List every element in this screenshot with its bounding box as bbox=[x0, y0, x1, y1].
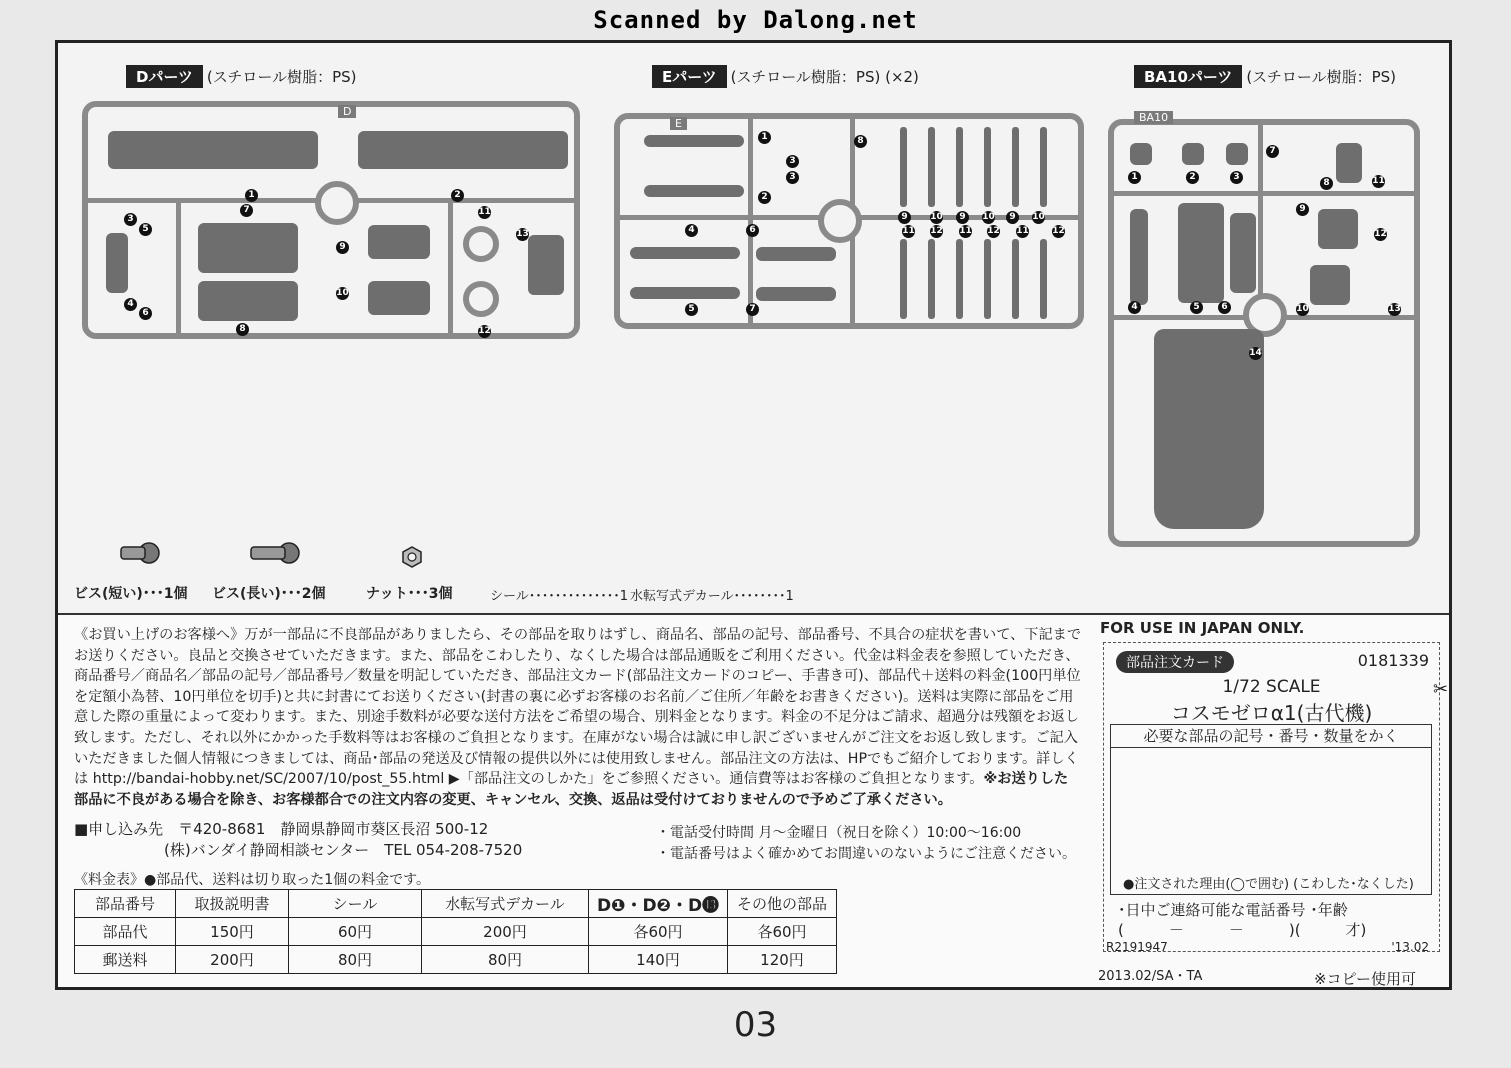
nut-label: ナット･･･3個 bbox=[366, 586, 453, 602]
parts-request-header: 必要な部品の記号・番号・数量をかく bbox=[1111, 725, 1431, 748]
ba10-part-number: 11 bbox=[1372, 176, 1385, 186]
e-part-number: 3 bbox=[786, 155, 799, 168]
fee-table-cell: 80円 bbox=[422, 946, 589, 974]
customer-notice bbox=[74, 625, 1082, 810]
ba10-part-clamp bbox=[1318, 209, 1358, 249]
fee-table-cell: 各60円 bbox=[589, 918, 728, 946]
phone-hours-note: ・電話受付時間 月～金曜日（祝日を除く）10:00～16:00 bbox=[656, 825, 1022, 841]
fee-table-cell: 140円 bbox=[589, 946, 728, 974]
d-part-number: 13 bbox=[516, 229, 529, 239]
screw-short-icon bbox=[118, 541, 160, 565]
e-part-rod bbox=[956, 239, 963, 319]
ba10-part-number: 8 bbox=[1320, 177, 1333, 190]
e-part-missile bbox=[644, 135, 744, 147]
d-part-fuselage-left bbox=[108, 131, 318, 169]
address-line: (株)バンダイ静岡相談センター TEL 054-208-7520 bbox=[74, 841, 523, 859]
e-part-rod bbox=[984, 239, 991, 319]
phone-age-field[interactable]: ( － － )( 才) bbox=[1118, 921, 1367, 939]
fee-table bbox=[74, 889, 837, 974]
screw-long-icon bbox=[248, 541, 300, 565]
fee-table-row bbox=[75, 918, 837, 946]
ba10-part-stand-base bbox=[1154, 329, 1264, 529]
e-part-number: 10 bbox=[930, 212, 943, 222]
manual-sheet bbox=[55, 40, 1452, 990]
ba10-runner-label: BA10 bbox=[1134, 111, 1173, 124]
kit-scale: 1/72 SCALE bbox=[1222, 677, 1321, 697]
ba10-part-number: 12 bbox=[1374, 229, 1387, 239]
ba10-part-number: 2 bbox=[1186, 171, 1199, 184]
ba10-part-small bbox=[1182, 143, 1204, 165]
e-part-rod bbox=[984, 127, 991, 207]
screw-long-label: ビス(長い)･･･2個 bbox=[212, 586, 326, 602]
e-part-number: 10 bbox=[1032, 212, 1045, 222]
e-parts-tag: Eパーツ bbox=[652, 65, 727, 88]
d-part-number: 8 bbox=[236, 323, 249, 336]
fee-table-cell: 各60円 bbox=[728, 918, 837, 946]
ba10-part-number: 14 bbox=[1249, 348, 1262, 358]
usage-note: FOR USE IN JAPAN ONLY. bbox=[1100, 619, 1305, 637]
e-part-number: 3 bbox=[786, 171, 799, 184]
order-card bbox=[1103, 642, 1440, 952]
fee-table-header: シール bbox=[289, 890, 422, 918]
phone-number-note: ・電話番号はよく確かめてお間違いのないようにご注意ください。 bbox=[656, 846, 1076, 862]
e-part-number: 11 bbox=[902, 226, 915, 236]
d-parts-tag: Dパーツ bbox=[126, 65, 203, 88]
address-block bbox=[74, 819, 522, 861]
scan-banner: Scanned by Dalong.net bbox=[593, 6, 918, 34]
ba10-part-number: 13 bbox=[1388, 304, 1401, 314]
d-part-fuselage-right bbox=[358, 131, 568, 169]
d-part-small bbox=[106, 233, 128, 293]
e-part-missile bbox=[644, 185, 744, 197]
decal-label: 水転写式デカール････････1 bbox=[630, 589, 794, 604]
e-part-number: 9 bbox=[898, 211, 911, 224]
scissors-icon: ✂ bbox=[1433, 679, 1449, 700]
fee-table-cell: 60円 bbox=[289, 918, 422, 946]
ba10-part-number: 4 bbox=[1128, 301, 1141, 314]
e-part-number: 2 bbox=[758, 191, 771, 204]
fee-table-row bbox=[75, 946, 837, 974]
fee-table-cell: 200円 bbox=[422, 918, 589, 946]
product-code: 0181339 bbox=[1357, 651, 1429, 670]
d-part-wing-lower bbox=[198, 281, 298, 321]
d-part-ring-lower bbox=[463, 281, 499, 317]
parts-request-box[interactable] bbox=[1110, 724, 1432, 895]
ba10-part-small bbox=[1336, 143, 1362, 183]
address-line: ■申し込み先 〒420-8681 静岡県静岡市葵区長沼 500-12 bbox=[74, 820, 489, 838]
d-part-number: 3 bbox=[124, 213, 137, 226]
d-parts-desc: (スチロール樹脂：PS) bbox=[206, 68, 357, 86]
e-part-pod bbox=[756, 247, 836, 261]
fee-table-cell: 200円 bbox=[176, 946, 289, 974]
d-part-wing-upper bbox=[198, 223, 298, 273]
ba10-part-small bbox=[1226, 143, 1248, 165]
ba10-runner-bar bbox=[1114, 191, 1414, 196]
e-runner-label: E bbox=[670, 117, 687, 130]
fee-table-header: その他の部品 bbox=[728, 890, 837, 918]
e-part-rod bbox=[956, 127, 963, 207]
kit-name: コスモゼロα1(古代機) bbox=[1170, 701, 1373, 725]
sticker-label: シール･･････････････1 bbox=[490, 589, 629, 604]
fee-table-header: 水転写式デカール bbox=[422, 890, 589, 918]
d-part-number: 4 bbox=[124, 298, 137, 311]
ba10-part-number: 9 bbox=[1296, 203, 1309, 216]
fee-table-cell: 部品代 bbox=[75, 918, 176, 946]
d-runner-ring bbox=[315, 181, 359, 225]
e-part-rod bbox=[900, 239, 907, 319]
e-part-number: 10 bbox=[982, 212, 995, 222]
d-part-number: 1 bbox=[245, 189, 258, 202]
fee-table-header: 取扱説明書 bbox=[176, 890, 289, 918]
e-runner-ring bbox=[818, 199, 862, 243]
e-part-number: 1 bbox=[758, 131, 771, 144]
d-runner-bar bbox=[448, 203, 453, 333]
e-parts-desc: (スチロール樹脂：PS) (×2) bbox=[730, 68, 919, 86]
card-date: '13.02 bbox=[1391, 940, 1429, 954]
e-part-number: 12 bbox=[1052, 226, 1065, 236]
fee-table-header-row bbox=[75, 890, 837, 918]
reference-code: R2191947 bbox=[1106, 940, 1168, 954]
ba10-parts-tag: BA10パーツ bbox=[1134, 65, 1242, 88]
d-runner-label: D bbox=[338, 105, 356, 118]
d-part-number: 9 bbox=[336, 241, 349, 254]
fee-table-title: 《料金表》●部品代、送料は切り取った1個の料金です。 bbox=[74, 872, 431, 888]
e-part-rod bbox=[1012, 127, 1019, 207]
customer-notice-text: 《お買い上げのお客様へ》万が一部品に不良部品がありましたら、その部品を取りはずし、商品名、部品の記号、部品番号、不具合の症状を書いて、下記までお送りください。良品と交換させていただきます。また、部品をこわしたり、なくした場合は部品通販をご利用ください。代金は料金表を参照していただき、商品番号／商品名／部品の記号／部品番号／数量を明記していただき、部品注文カード(部品注文カードのコピー、手書き可)、部品代＋送料の料金(100円単位を定額小為替、10円単位を切手)と共に封書にてお送りください(封書の裏に必ずお客様のお名前／ご住所／年齢をお書きください)。送料は実際に部品をご用意した際の重量によって変わります。また、別途手数料が必要な送付方法をご希望の場合、別料金となります。料金の不足分はご請求、超過分は残額をお返し致します。ただし、それ以外にかかった手数料等はお客様のご負担となります。在庫がない場合は誠に申し訳ございませんがご注文をお返し致します。ご記入いただきました個人情報につきましては、商品･部品の発送及び情報の提供以外には使用致しません。部品注文の方法は、HPでもご紹介しております。詳しくは http://bandai-hobby.net/SC/2007/10/post_55.html ▶「部品注文のしかた」をご参照ください。通信費等はお客様のご負担となります。 bbox=[74, 627, 1082, 788]
e-part-number: 9 bbox=[956, 211, 969, 224]
e-part-number: 9 bbox=[1006, 211, 1019, 224]
d-part-number: 5 bbox=[139, 223, 152, 236]
e-part-rod bbox=[1040, 127, 1047, 207]
e-part-number: 11 bbox=[959, 226, 972, 236]
ba10-part-number: 7 bbox=[1266, 145, 1279, 158]
d-part-number: 7 bbox=[240, 204, 253, 217]
parts-diagram-area bbox=[58, 43, 1449, 615]
e-part-number: 12 bbox=[987, 226, 1000, 236]
e-part-rod bbox=[900, 127, 907, 207]
d-runner-bar bbox=[176, 203, 181, 333]
ba10-part-stand-arm bbox=[1130, 209, 1148, 305]
d-part-number: 2 bbox=[451, 189, 464, 202]
phone-notes bbox=[656, 823, 1076, 865]
e-part-number: 5 bbox=[685, 303, 698, 316]
d-part-fin-upper bbox=[368, 225, 430, 259]
ba10-part-stand-joint bbox=[1178, 203, 1224, 303]
fee-table-cell: 150円 bbox=[176, 918, 289, 946]
screw-short-label: ビス(短い)･･･1個 bbox=[74, 586, 188, 602]
nut-icon bbox=[400, 545, 424, 569]
fee-table-cell: 120円 bbox=[728, 946, 837, 974]
e-part-number: 12 bbox=[930, 226, 943, 236]
d-part-ring-upper bbox=[463, 226, 499, 262]
e-part-number: 8 bbox=[854, 135, 867, 148]
fee-table-header: D❶・D❷・D⓭ bbox=[589, 890, 728, 918]
fee-table-cell: 80円 bbox=[289, 946, 422, 974]
d-part-nozzle bbox=[528, 235, 564, 295]
ba10-parts-desc: (スチロール樹脂：PS) bbox=[1246, 68, 1396, 86]
fee-table-cell: 郵送料 bbox=[75, 946, 176, 974]
issue-code: 2013.02/SA・TA bbox=[1098, 969, 1203, 984]
ba10-part-small bbox=[1130, 143, 1152, 165]
e-part-number: 4 bbox=[685, 224, 698, 237]
e-part-number: 7 bbox=[746, 303, 759, 316]
e-part-rod bbox=[1012, 239, 1019, 319]
ba10-part-number: 3 bbox=[1230, 171, 1243, 184]
e-part-rod bbox=[928, 127, 935, 207]
ba10-part-number: 5 bbox=[1190, 301, 1203, 314]
d-part-number: 6 bbox=[139, 307, 152, 320]
e-part-pod bbox=[756, 287, 836, 301]
d-part-number: 12 bbox=[478, 326, 491, 336]
e-part-missile bbox=[630, 247, 740, 259]
phone-label: ･日中ご連絡可能な電話番号 ･年齢 bbox=[1118, 901, 1348, 919]
e-part-rod bbox=[1040, 239, 1047, 319]
ba10-part-number: 1 bbox=[1128, 171, 1141, 184]
order-card-title: 部品注文カード bbox=[1116, 651, 1234, 673]
order-reason: ●注文された理由(◯で囲む) (こわした･なくした) bbox=[1123, 877, 1414, 892]
ba10-part-number: 6 bbox=[1218, 301, 1231, 314]
ba10-parts-title bbox=[1134, 65, 1396, 88]
d-part-fin-lower bbox=[368, 281, 430, 315]
e-part-missile bbox=[630, 287, 740, 299]
ba10-part-stand-joint bbox=[1230, 213, 1256, 293]
ba10-part-clamp bbox=[1310, 265, 1350, 305]
ba10-runner-bar bbox=[1258, 119, 1263, 319]
fee-table-header: 部品番号 bbox=[75, 890, 176, 918]
customer-notice-bold: ※お送りした部品に不良がある場合を除き、お客様都合での注文内容の変更、キャンセル、交換、返品は受付けておりませんので予めご了承ください。 bbox=[74, 771, 1069, 808]
page-number: 03 bbox=[733, 1005, 778, 1045]
copy-permitted-note: ※コピー使用可 bbox=[1314, 970, 1416, 988]
e-part-rod bbox=[928, 239, 935, 319]
d-part-number: 11 bbox=[478, 207, 491, 217]
d-parts-title bbox=[126, 65, 357, 88]
e-part-number: 11 bbox=[1016, 226, 1029, 236]
e-runner-bar bbox=[748, 119, 753, 323]
e-part-number: 6 bbox=[746, 224, 759, 237]
e-parts-title bbox=[652, 65, 919, 88]
ba10-part-number: 10 bbox=[1296, 304, 1309, 314]
d-part-number: 10 bbox=[336, 288, 349, 298]
